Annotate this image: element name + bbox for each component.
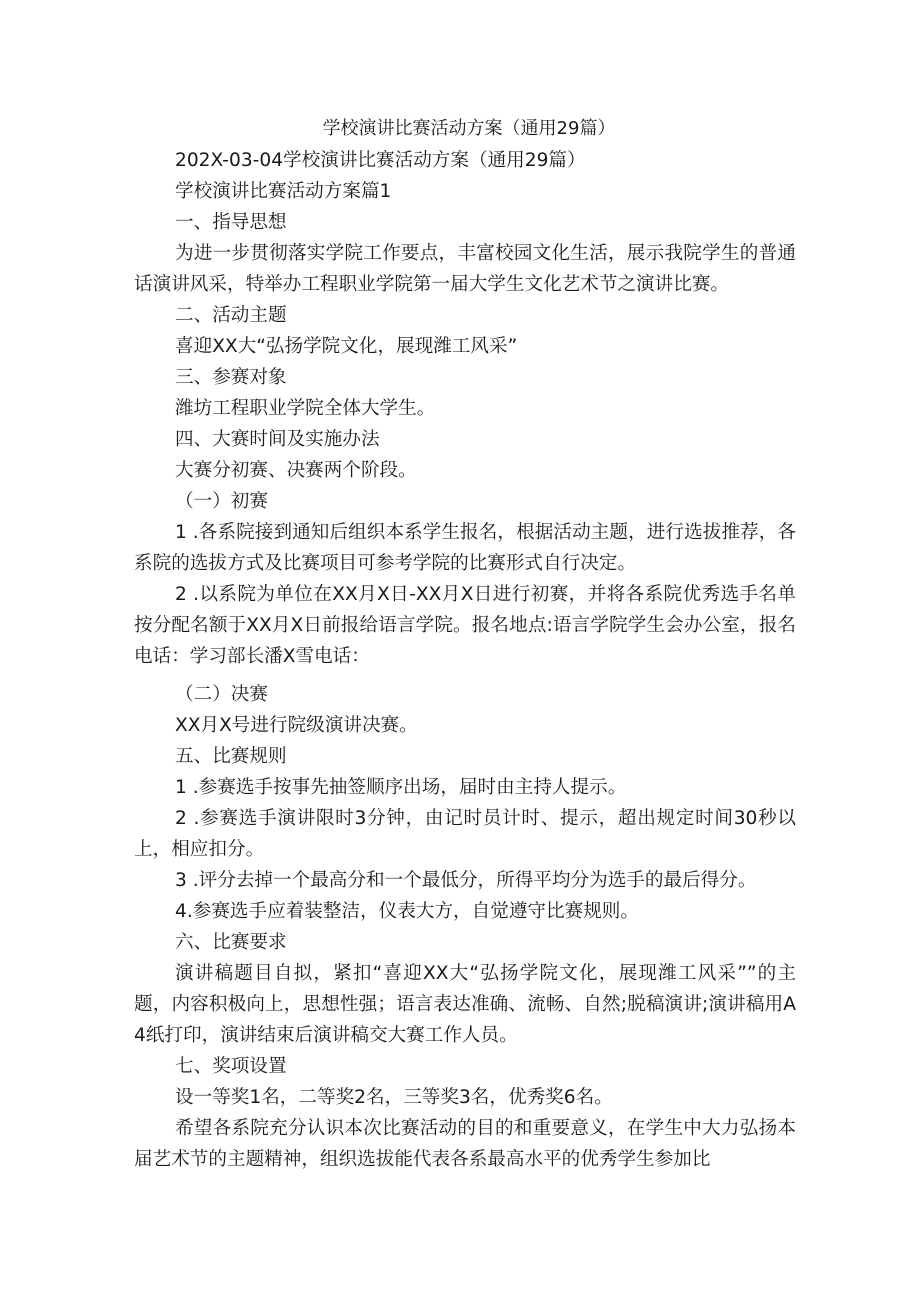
participants-text: 潍坊工程职业学院全体大学生。 — [175, 398, 436, 419]
guiding-idea-text: 为进一步贯彻落实学院工作要点，丰富校园文化生活，展示我院学生的普通话演讲风采，特举办工程职业学院第一届大学生文化艺术节之演讲比赛。 — [134, 243, 796, 295]
heading-requirements: 六、比赛要求 — [175, 932, 287, 953]
document-page — [134, 114, 796, 1175]
rule-item-3: 3 .评分去掉一个最高分和一个最低分，所得平均分为选手的最后得分。 — [175, 870, 757, 891]
rule-item-4: 4.参赛选手应着装整洁，仪表大方，自觉遵守比赛规则。 — [175, 901, 639, 922]
final-text: XX月X号进行院级演讲决赛。 — [175, 715, 418, 736]
heading-theme: 二、活动主题 — [175, 305, 287, 326]
document-title: 学校演讲比赛活动方案（通用29篇） — [322, 118, 616, 139]
heading-rules: 五、比赛规则 — [175, 746, 287, 767]
preliminary-item-2: 2 .以系院为单位在XX月X日-XX月X日进行初赛，并将各系院优秀选手名单按分配名额于XX月X日前报给语言学院。报名地点:语言学院学生会办公室，报名电话：学习部长潘X雪电话： — [134, 584, 796, 667]
heading-schedule: 四、大赛时间及实施办法 — [175, 429, 380, 450]
preliminary-item-1: 1 .各系院接到通知后组织本系学生报名，根据活动主题，进行选拔推荐，各系院的选拔方式及比赛项目可参考学院的比赛形式自行决定。 — [134, 522, 796, 574]
heading-final: （二）决赛 — [175, 684, 268, 705]
heading-awards: 七、奖项设置 — [175, 1056, 287, 1077]
schedule-text: 大赛分初赛、决赛两个阶段。 — [175, 460, 417, 481]
theme-text: 喜迎XX大“弘扬学院文化，展现潍工风采” — [175, 336, 518, 357]
closing-text: 希望各系院充分认识本次比赛活动的目的和重要意义，在学生中大力弘扬本届艺术节的主题精神，组织选拔能代表各系最高水平的优秀学生参加比 — [134, 1118, 796, 1170]
section-title: 学校演讲比赛活动方案篇1 — [175, 181, 392, 202]
date-heading: 202X-03-04学校演讲比赛活动方案（通用29篇） — [175, 150, 586, 171]
rule-item-2: 2 .参赛选手演讲限时3分钟，由记时员计时、提示，超出规定时间30秒以上，相应扣分。 — [134, 808, 796, 860]
heading-preliminary: （一）初赛 — [175, 491, 268, 512]
rule-item-1: 1 .参赛选手按事先抽签顺序出场，届时由主持人提示。 — [175, 777, 627, 798]
awards-text: 设一等奖1名，二等奖2名，三等奖3名，优秀奖6名。 — [175, 1087, 613, 1108]
heading-guiding-idea: 一、指导思想 — [175, 212, 287, 233]
requirements-text: 演讲稿题目自拟，紧扣“喜迎XX大“弘扬学院文化，展现潍工风采””的主题，内容积极向上，思想性强；语言表达准确、流畅、自然;脱稿演讲;演讲稿用A4纸打印，演讲结束后演讲稿交大赛工作人员。 — [134, 963, 796, 1046]
heading-participants: 三、参赛对象 — [175, 367, 287, 388]
